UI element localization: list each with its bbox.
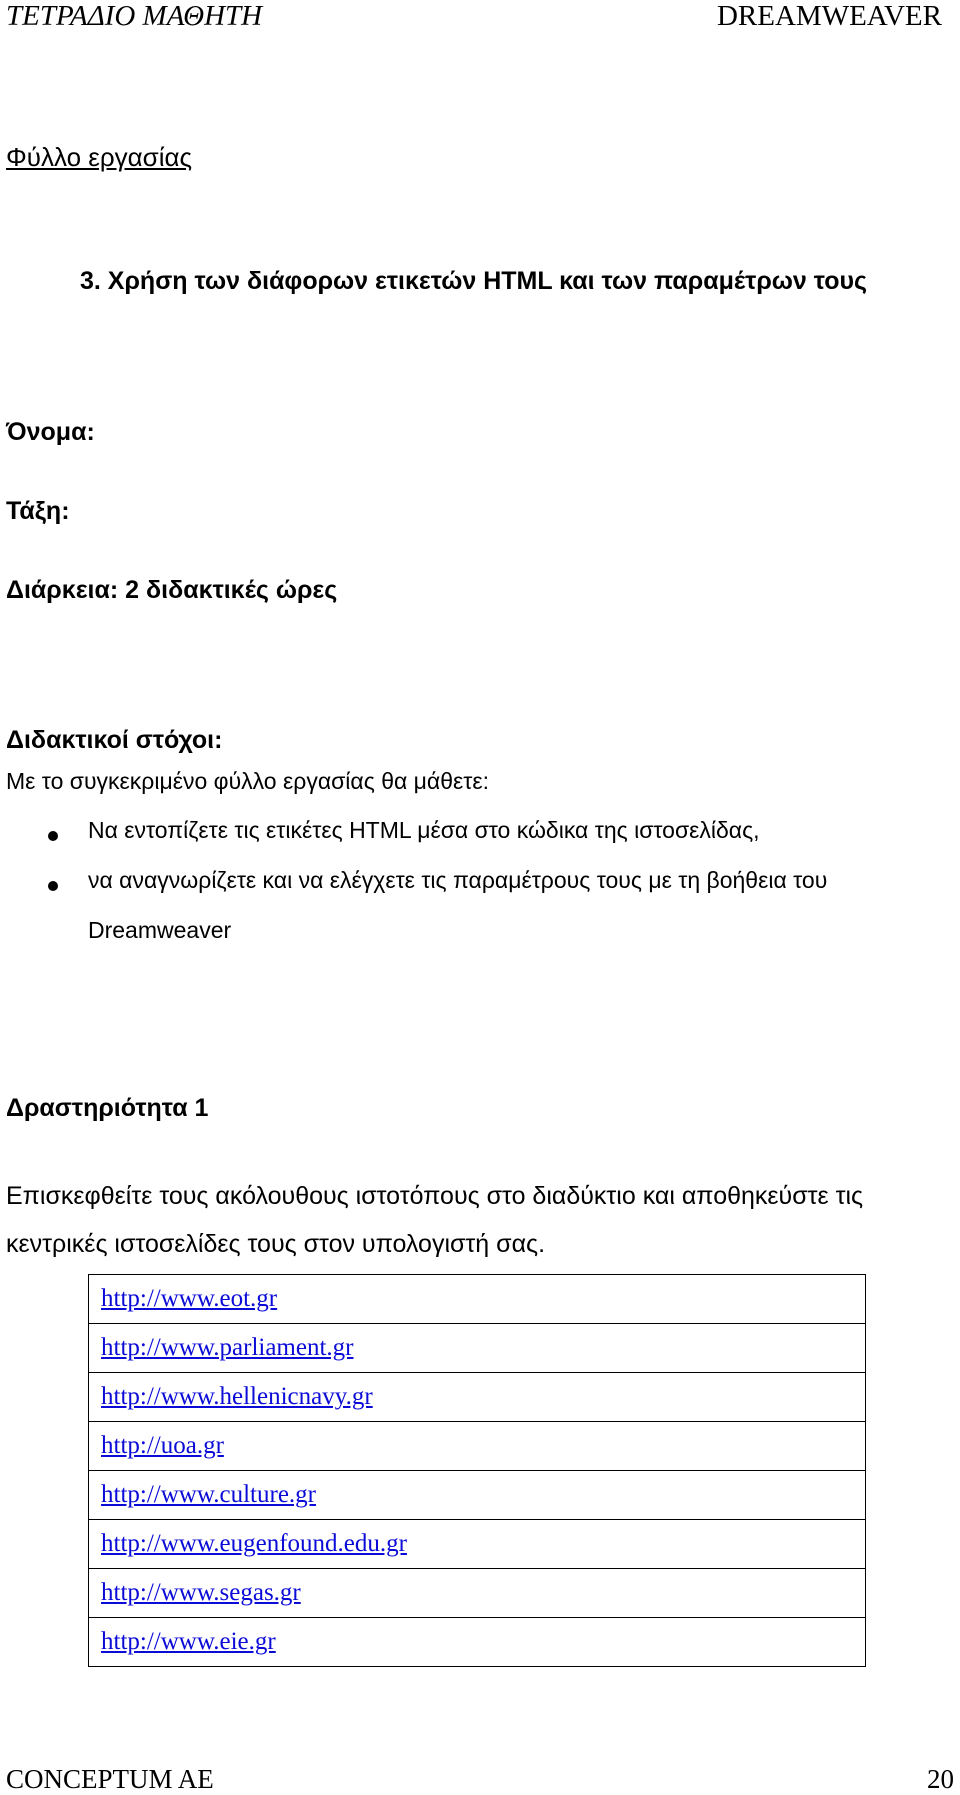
goals-intro: Με το συγκεκριμένο φύλλο εργασίας θα μάθετε: <box>6 768 489 794</box>
url-link[interactable]: http://www.eie.gr <box>89 1618 866 1667</box>
table-row <box>89 1324 866 1373</box>
goal-bullet-2-continuation: Dreamweaver <box>88 917 232 943</box>
url-link[interactable]: http://www.eugenfound.edu.gr <box>89 1520 866 1569</box>
goals-heading: Διδακτικοί στόχοι: <box>6 726 223 754</box>
worksheet-title: Φύλλο εργασίας <box>6 142 193 172</box>
header-title-right: DREAMWEAVER <box>716 0 942 32</box>
goal-bullet-1: Να εντοπίζετε τις ετικέτες HTML μέσα στο κώδικα της ιστοσελίδας, <box>88 817 760 843</box>
table-row <box>89 1422 866 1471</box>
activity-description-line-1: Επισκεφθείτε τους ακόλουθους ιστοτόπους στο διαδύκτιο και αποθηκεύστε τις <box>6 1182 864 1210</box>
page-number: 20 <box>927 1764 954 1794</box>
bullet-icon <box>48 881 58 891</box>
table-row <box>89 1275 866 1324</box>
footer-company: CONCEPTUM AE <box>6 1764 214 1794</box>
goal-bullet-2: να αναγνωρίζετε και να ελέγχετε τις παραμέτρους τους με τη βοήθεια του <box>88 867 828 893</box>
name-field-label: Όνομα: <box>6 418 95 446</box>
url-link[interactable]: http://www.culture.gr <box>89 1471 866 1520</box>
activity-heading: Δραστηριότητα 1 <box>6 1094 209 1122</box>
url-link[interactable]: http://www.hellenicnavy.gr <box>89 1373 866 1422</box>
table-row <box>89 1618 866 1667</box>
duration-label: Διάρκεια: 2 διδακτικές ώρες <box>6 576 338 604</box>
url-table <box>88 1274 866 1667</box>
url-link[interactable]: http://www.eot.gr <box>89 1275 866 1324</box>
table-row <box>89 1373 866 1422</box>
table-row <box>89 1520 866 1569</box>
url-link[interactable]: http://uoa.gr <box>89 1422 866 1471</box>
lesson-title: 3. Χρήση των διάφορων ετικετών HTML και των παραμέτρων τους <box>80 267 868 295</box>
bullet-icon <box>48 831 58 841</box>
activity-description-line-2: κεντρικές ιστοσελίδες τους στον υπολογιστή σας. <box>6 1230 546 1258</box>
url-link[interactable]: http://www.parliament.gr <box>89 1324 866 1373</box>
url-link[interactable]: http://www.segas.gr <box>89 1569 866 1618</box>
table-row <box>89 1569 866 1618</box>
table-row <box>89 1471 866 1520</box>
class-field-label: Τάξη: <box>6 497 70 525</box>
header-title-left: ΤΕΤΡΑΔΙΟ ΜΑΘΗΤΗ <box>6 0 263 32</box>
